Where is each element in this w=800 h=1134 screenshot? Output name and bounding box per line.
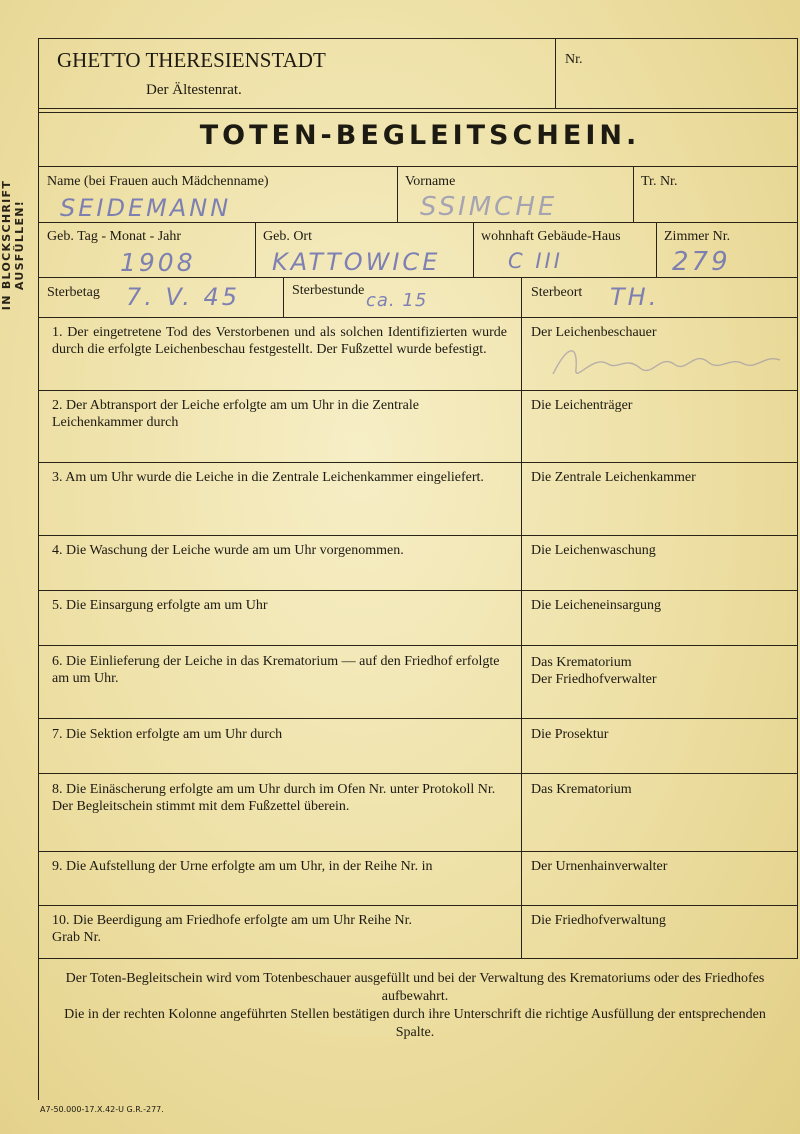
row-10-authority: Die Friedhofverwaltung xyxy=(531,913,666,928)
rule-4 xyxy=(38,590,798,591)
row-1-text: 1. Der eingetretene Tod des Verstorbenen und als solchen Identifizierten wurde durch die erfolgte Leichenbeschau festgestellt. Der Fußzettel wurde befestigt. xyxy=(52,325,507,357)
row-10-text: 10. Die Beerdigung am Friedhofe erfolgte am um Uhr Reihe Nr. Grab Nr. xyxy=(52,913,413,945)
sterbetag-label: Sterbetag xyxy=(47,285,100,300)
footer-line-2: Die in der rechten Kolonne angeführten Stellen bestätigen durch ihre Unterschrift die richtige Ausfüllung der entsprechenden Spalte. xyxy=(64,1007,766,1040)
rule-1 xyxy=(38,390,798,391)
row-8-authority: Das Krematorium xyxy=(531,782,632,797)
sterbeort-value: TH. xyxy=(610,283,660,311)
frame-top-border xyxy=(38,38,798,39)
frame-right-border xyxy=(797,38,798,958)
rule-5 xyxy=(38,645,798,646)
council-name: Der Ältestenrat. xyxy=(146,82,242,98)
nr-label: Nr. xyxy=(565,52,583,67)
org-name: GHETTO THERESIENSTADT xyxy=(57,48,326,72)
gebtag-value: 1908 xyxy=(120,248,196,277)
row-8-text: 8. Die Einäscherung erfolgte am um Uhr durch im Ofen Nr. unter Protokoll Nr. Der Begleitschein stimmt mit dem Fußzettel überein. xyxy=(52,782,496,814)
rule-7 xyxy=(38,773,798,774)
trnr-label: Tr. Nr. xyxy=(641,174,678,189)
title-rule xyxy=(38,166,798,167)
rule-8 xyxy=(38,851,798,852)
row-9-authority: Der Urnenhainverwalter xyxy=(531,859,668,874)
footer-note xyxy=(55,970,775,1042)
blockschrift-instruction xyxy=(0,170,26,320)
vorname-divider xyxy=(397,166,398,222)
rule-6 xyxy=(38,718,798,719)
geburtsort-label: Geb. Ort xyxy=(263,229,312,244)
row-5-authority: Die Leicheneinsargung xyxy=(531,598,661,613)
row-4-text: 4. Die Waschung der Leiche wurde am um Uhr vorgenommen. xyxy=(52,543,404,558)
sterbetag-value: 7. V. 45 xyxy=(126,283,240,311)
zimmer-label: Zimmer Nr. xyxy=(664,229,731,244)
sterbestunde-divider xyxy=(283,277,284,317)
trnr-divider xyxy=(633,166,634,222)
row-5-text: 5. Die Einsargung erfolgte am um Uhr xyxy=(52,598,268,613)
gebort-divider xyxy=(255,222,256,277)
wohnhaft-value: C III xyxy=(508,249,563,273)
row-3-text: 3. Am um Uhr wurde die Leiche in die Zentrale Leichenkammer eingeliefert. xyxy=(52,470,484,485)
row-6-authority: Das Krematorium Der Friedhofverwalter xyxy=(531,655,657,687)
row-1-authority: Der Leichenbeschauer xyxy=(531,325,657,340)
zimmer-divider xyxy=(656,222,657,277)
vorname-value: SSIMCHE xyxy=(420,192,558,222)
vorname-label: Vorname xyxy=(405,174,456,189)
print-code: A7-50.000-17.X.42-U G.R.-277. xyxy=(40,1105,164,1114)
wohnhaft-divider xyxy=(473,222,474,277)
sterbestunde-value: ca. 15 xyxy=(366,290,428,311)
leichenbeschauer-signature xyxy=(548,334,788,394)
name-label: Name (bei Frauen auch Mädchenname) xyxy=(47,174,269,189)
row-2-text: 2. Der Abtransport der Leiche erfolgte am um Uhr in die Zentrale Leichenkammer durch xyxy=(52,398,419,430)
rule-3 xyxy=(38,535,798,536)
row-3-authority: Die Zentrale Leichenkammer xyxy=(531,470,696,485)
footer-line-1: Der Toten-Begleitschein wird vom Totenbeschauer ausgefüllt und bei der Verwaltung des Krematoriums oder des Friedhofes aufbewahrt. xyxy=(65,971,765,1004)
rule-b xyxy=(38,277,798,278)
column-divider xyxy=(521,277,522,959)
document-title: TOTEN-BEGLEITSCHEIN. xyxy=(199,120,641,151)
header-rule-1 xyxy=(38,108,798,109)
row-2-authority: Die Leichenträger xyxy=(531,398,633,413)
side-text-line1: IN BLOCKSCHRIFT xyxy=(0,179,13,311)
rule-c xyxy=(38,317,798,318)
nr-divider xyxy=(555,38,556,108)
sterbeort-label: Sterbeort xyxy=(531,285,583,300)
rule-9 xyxy=(38,905,798,906)
zimmer-value: 279 xyxy=(672,247,731,277)
sterbestunde-label: Sterbestunde xyxy=(292,283,365,298)
frame-left-border xyxy=(38,38,39,1100)
name-value: SEIDEMANN xyxy=(60,194,232,222)
wohnhaft-label: wohnhaft Gebäude-Haus xyxy=(481,229,621,244)
rule-a xyxy=(38,222,798,223)
gebtag-label: Geb. Tag - Monat - Jahr xyxy=(47,229,182,244)
side-text-line2: AUSFÜLLEN! xyxy=(13,199,26,291)
row-7-text: 7. Die Sektion erfolgte am um Uhr durch xyxy=(52,727,283,742)
rule-2 xyxy=(38,462,798,463)
row-7-authority: Die Prosektur xyxy=(531,727,609,742)
geburtsort-value: KATTOWICE xyxy=(272,248,441,276)
rule-10 xyxy=(38,958,798,959)
row-9-text: 9. Die Aufstellung der Urne erfolgte am um Uhr, in der Reihe Nr. in xyxy=(52,859,433,874)
header-rule-2 xyxy=(38,112,798,113)
row-6-text: 6. Die Einlieferung der Leiche in das Krematorium — auf den Friedhof erfolgte am um Uhr. xyxy=(52,654,500,686)
row-4-authority: Die Leichenwaschung xyxy=(531,543,656,558)
